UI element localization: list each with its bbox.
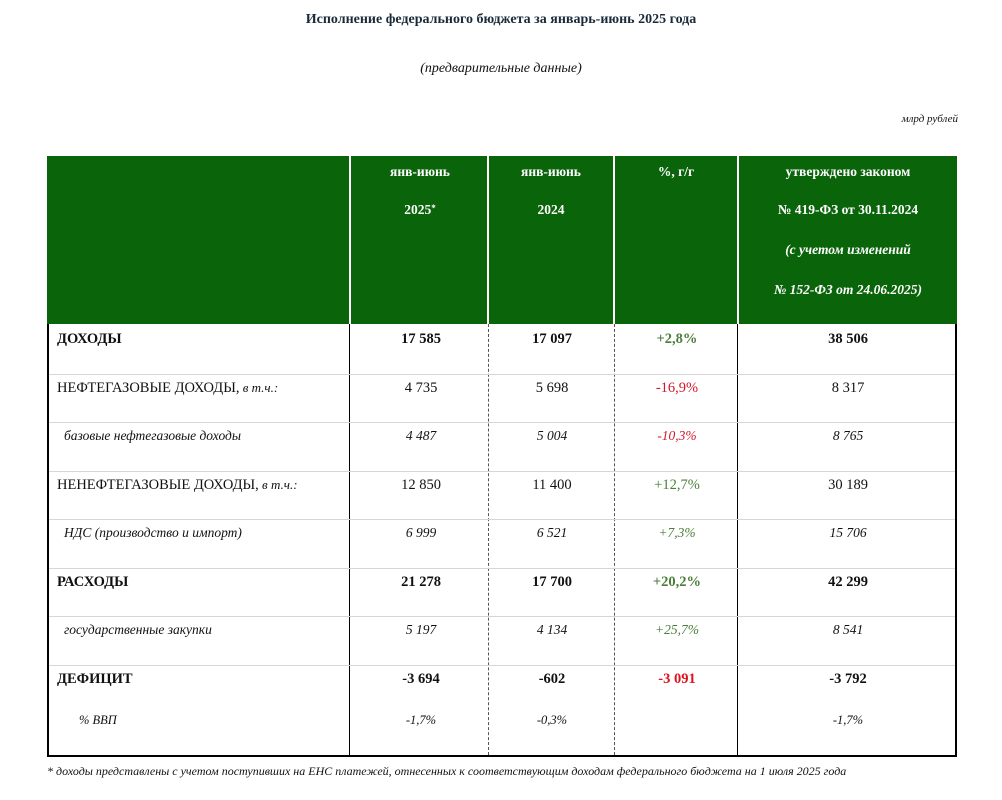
cell-2024: 5 004 [536,428,568,443]
header-col-2025-year: 2025 [404,202,432,217]
cell-law: 8 541 [832,622,864,637]
table-row-non-oil-gas-revenue [49,473,955,497]
row-label: % ВВП [79,713,117,727]
cell-2025: -3 694 [402,671,440,687]
row-label: НДС (производство и импорт) [64,525,242,540]
table-row-oil-gas-revenue [49,376,955,400]
cell-pct: +12,7% [654,477,700,493]
table-row-procurement [49,618,955,642]
cell-law: 15 706 [829,525,867,540]
header-col-pct [613,156,737,324]
row-divider [49,519,955,520]
header-col-2024-period: янв-июнь [521,164,581,179]
cell-law: 8 765 [832,428,864,443]
row-divider [49,568,955,569]
footnote: * доходы представлены с учетом поступивших на ЕНС платежей, отнесенных к соответствующим доходам федерального бюджета на 1 июля 2025 года [47,764,847,778]
cell-law: 8 317 [831,380,865,396]
table-row-gdp-share [49,708,955,732]
row-label: ДЕФИЦИТ [57,671,133,687]
cell-pct: +2,8% [656,331,698,347]
cell-pct: +25,7% [655,622,699,637]
cell-law: 30 189 [828,477,868,493]
row-label: государственные закупки [64,622,212,637]
cell-2025: 12 850 [401,477,441,493]
row-divider [49,616,955,617]
header-col-pct-label: %, г/г [657,164,695,179]
cell-pct: +7,3% [658,525,696,540]
budget-table [47,156,957,757]
row-divider [49,422,955,423]
row-label-wrap [57,473,298,497]
cell-pct: -16,9% [655,380,699,396]
cell-law: -1,7% [832,713,864,727]
cell-2025: 4 735 [404,380,438,396]
page-title: Исполнение федерального бюджета за январь-июнь 2025 года [305,12,697,27]
table-row-revenue [49,327,955,351]
header-col-2025-footnote-mark: * [431,203,436,213]
header-col-2024 [487,156,613,324]
cell-law: -3 792 [829,671,867,687]
row-label-suffix: в т.ч.: [239,380,279,395]
row-label: базовые нефтегазовые доходы [64,428,241,443]
cell-law: 38 506 [828,331,868,347]
table-header [47,156,957,324]
cell-2024: 11 400 [532,477,572,493]
table-row-base-oil-gas [49,424,955,448]
row-label: НЕФТЕГАЗОВЫЕ ДОХОДЫ, [57,380,240,396]
header-col-law [737,156,957,324]
row-divider [49,665,955,666]
cell-pct: -3 091 [658,671,696,687]
cell-pct: +20,2% [652,574,702,590]
table-row-vat [49,521,955,545]
header-col-2025-year-wrap [351,202,489,218]
units-label: млрд рублей [901,113,958,125]
cell-2025: 5 197 [405,622,437,637]
row-label-suffix: в т.ч.: [258,477,298,492]
cell-2024: 4 134 [536,622,568,637]
row-label: ДОХОДЫ [57,331,122,347]
cell-2024: 6 521 [536,525,568,540]
header-col-2024-year: 2024 [537,202,565,217]
row-divider [49,374,955,375]
cell-2025: 17 585 [401,331,441,347]
page-subtitle: (предварительные данные) [420,61,582,76]
header-col-2025-period: янв-июнь [390,164,450,179]
cell-2025: 21 278 [401,574,441,590]
header-col-law-line4: № 152-ФЗ от 24.06.2025) [773,282,923,297]
cell-2024: 17 097 [532,331,572,347]
header-col-law-line1: утверждено законом [785,164,911,179]
cell-2024: -0,3% [536,713,568,727]
cell-2024: 17 700 [532,574,572,590]
cell-law: 42 299 [828,574,868,590]
row-label: РАСХОДЫ [57,574,129,590]
row-label-wrap [57,376,278,400]
cell-2024: 5 698 [535,380,569,396]
cell-2025: 4 487 [405,428,437,443]
row-divider [49,471,955,472]
cell-2024: -602 [538,671,566,687]
table-row-expenses [49,570,955,594]
header-col-law-line3: (с учетом изменений [785,242,911,257]
row-label: НЕНЕФТЕГАЗОВЫЕ ДОХОДЫ, [57,477,259,493]
header-col-law-line2: № 419-ФЗ от 30.11.2024 [777,202,919,217]
cell-2025: 6 999 [405,525,437,540]
cell-pct [615,708,739,732]
cell-2025: -1,7% [405,713,437,727]
header-col-2025 [349,156,489,324]
cell-pct: -10,3% [657,428,697,443]
table-row-deficit [49,667,955,691]
